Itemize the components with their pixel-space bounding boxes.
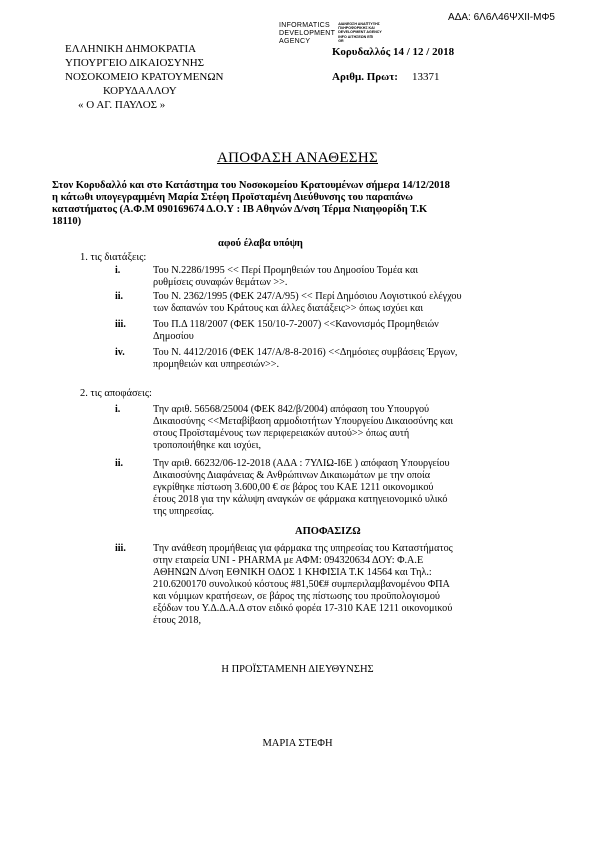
signatory-name: ΜΑΡΙΑ ΣΤΕΦΗ <box>262 738 333 749</box>
header-line4: ΚΟΡΥΔΑΛΛΟΥ <box>103 85 177 97</box>
logo-small-text <box>338 22 382 43</box>
award-line: και νόμιμων κρατήσεων, σε βάρος της πίστωσης του προϋπολογισμού <box>153 591 440 602</box>
law-line: Του Ν. 2362/1995 (ΦΕΚ 247/Α/95) << Περί Δημόσιου Λογιστικού ελέγχου <box>153 291 462 302</box>
award-line: 210.6200170 συνολικού κόστους #81,50€# συμπεριλαμβανομένου ΦΠΑ <box>153 579 450 590</box>
decision-line: Δικαιοσύνης Διαφάνειας & Ανθρώπινων Δικαιωμάτων με την οποία <box>153 470 431 481</box>
item-number: ii. <box>115 458 124 469</box>
law-line: Δημοσίου <box>153 331 194 342</box>
law-line: των δαπανών του Κράτους και άλλες διατάξεις>> όπως ισχύει και <box>153 303 424 314</box>
decision-line: τροποποιήθηκε και ισχύει, <box>153 440 262 451</box>
logo-small-line: DEVELOPMENT AGENCY <box>338 30 382 35</box>
logo-small-line: ΔΙΑΝΕΟΣΗ ΑΝΑΠΤΥΞΗΣ <box>338 22 380 26</box>
law-line: Του Ν. 4412/2016 (ΦΕΚ 147/Α/8-8-2016) <<Δημόσιες συμβάσεις Έργων, <box>153 347 458 358</box>
header-line2: ΥΠΟΥΡΓΕΙΟ ΔΙΚΑΙΟΣΥΝΗΣ <box>65 57 205 69</box>
decision-line: Την αριθ. 56568/25004 (ΦΕΚ 842/β/2004) απόφαση του Υπουργού <box>153 404 430 415</box>
intro-paragraph <box>52 180 546 228</box>
ada-code: ΑΔΑ: 6Λ6Λ46ΨΧΙΙ-ΜΦ5 <box>448 12 555 23</box>
informatics-agency-logo <box>279 22 382 46</box>
decision-item <box>153 404 553 452</box>
header-line1: ΕΛΛΗΝΙΚΗ ΔΗΜΟΚΡΑΤΙΑ <box>65 43 197 55</box>
section1-label: 1. τις διατάξεις: <box>80 252 147 263</box>
intro-line: καταστήματος (Α.Φ.Μ 090169674 Δ.Ο.Υ : ΙΒ Αθηνών Δ/νση Τέρμα Νιαηφορίδη Τ.Κ <box>52 204 428 215</box>
award-item <box>153 543 553 627</box>
decision-line: έτους 2018 για την κάλυψη αναγκών σε φάρμακα κατηγειονομικό υλικό <box>153 494 448 505</box>
law-line: προμηθειών και υπηρεσιών>>. <box>153 359 279 370</box>
logo-line3: AGENCY <box>279 38 311 45</box>
intro-line: 18110) <box>52 216 82 227</box>
item-number: i. <box>115 265 121 276</box>
law-line: Του Ν.2286/1995 << Περί Προμηθειών του Δημοσίου Τομέα και <box>153 265 419 276</box>
intro-line: η κάτωθι υπογεγραμμένη Μαρία Στέφη Προϊσταμένη Διεύθυνσης του παραπάνω <box>52 192 413 203</box>
law-item <box>153 319 553 343</box>
decision-item <box>153 458 553 518</box>
place-date: Κορυδαλλός 14 / 12 / 2018 <box>332 46 455 58</box>
item-number: iv. <box>115 347 125 358</box>
document-title: ΑΠΟΦΑΣΗ ΑΝΑΘΕΣΗΣ <box>216 150 379 166</box>
award-line: Την ανάθεση προμήθειας για φάρμακα της υπηρεσίας του Καταστήματος <box>153 543 453 554</box>
law-item <box>153 291 553 315</box>
header-line3: ΝΟΣΟΚΟΜΕΙΟ ΚΡΑΤΟΥΜΕΝΩΝ <box>65 71 224 83</box>
award-line: στην εταιρεία UNI - PHARMA με ΑΦΜ: 094320634 ΔΟΥ: Φ.Α.Ε <box>153 555 424 566</box>
signatory-role: Η ΠΡΟΪΣΤΑΜΕΝΗ ΔΙΕΥΘΥΝΣΗΣ <box>221 664 374 675</box>
protocol-label: Αριθμ. Πρωτ: <box>332 71 398 83</box>
item-number: iii. <box>115 543 126 554</box>
logo-line1: INFORMATICS <box>279 22 331 29</box>
decision-line: στους Προϊσταμένους των περιφερειακών αυτού>> όπως αυτή <box>153 428 410 439</box>
decide-heading: ΑΠΟΦΑΣΙΖΩ <box>295 526 361 537</box>
award-line: έτους 2018, <box>153 615 202 626</box>
logo-text <box>279 22 335 46</box>
law-item <box>153 265 553 289</box>
intro-line: Στον Κορυδαλλό και στο Κατάστημα του Νοσοκομείου Κρατουμένων σήμερα 14/12/2018 <box>52 180 450 191</box>
section2-label: 2. τις αποφάσεις: <box>80 388 152 399</box>
considering-line: αφού έλαβα υπόψη <box>218 238 303 249</box>
item-number: iii. <box>115 319 126 330</box>
award-line: εξόδων του Υ.Δ.Δ.Α.Δ στον ειδικό φορέα 17-310 ΚΑΕ 1211 οικονομικού <box>153 603 453 614</box>
law-line: ρυθμίσεις συναφών θεμάτων >>. <box>153 277 288 288</box>
protocol-number: 13371 <box>412 71 440 83</box>
item-number: i. <box>115 404 121 415</box>
decision-line: Δικαιοσύνης <<Μεταβίβαση αρμοδιοτήτων Υπουργείου Δικαιοσύνης και <box>153 416 454 427</box>
logo-small-line: ΠΛΗΡΟΦΟΡΙΚΗΣ ΚΑΙ <box>338 26 375 31</box>
decision-line: Την αριθ. 66232/06-12-2018 (ΑΔΑ : 7ΥΛΙΩ-Ι6Ε ) απόφαση Υπουργείου <box>153 458 450 469</box>
logo-small-line: GR <box>338 38 344 43</box>
law-line: Του Π.Δ 118/2007 (ΦΕΚ 150/10-7-2007) <<Κανονισμός Προμηθειών <box>153 319 439 330</box>
header-line5: « Ο ΑΓ. ΠΑΥΛΟΣ » <box>78 99 166 111</box>
logo-line2: DEVELOPMENT <box>279 30 336 37</box>
item-number: ii. <box>115 291 124 302</box>
decision-line: εγκρίθηκε πίστωση 3.600,00 € σε βάρος του ΚΑΕ 1211 οικονομικού <box>153 482 434 493</box>
logo-small-line: INFO ΑΙΤΗΣΕΩΝ ΕΠΙ <box>338 34 374 39</box>
law-item <box>153 347 553 371</box>
award-line: ΑΘΗΝΩΝ Δ/νση ΕΘΝΙΚΗ ΟΔΟΣ 1 ΚΗΦΙΣΙΑ Τ.Κ 14564 και Τηλ.: <box>153 567 432 578</box>
decision-line: της υπηρεσίας. <box>153 506 215 517</box>
